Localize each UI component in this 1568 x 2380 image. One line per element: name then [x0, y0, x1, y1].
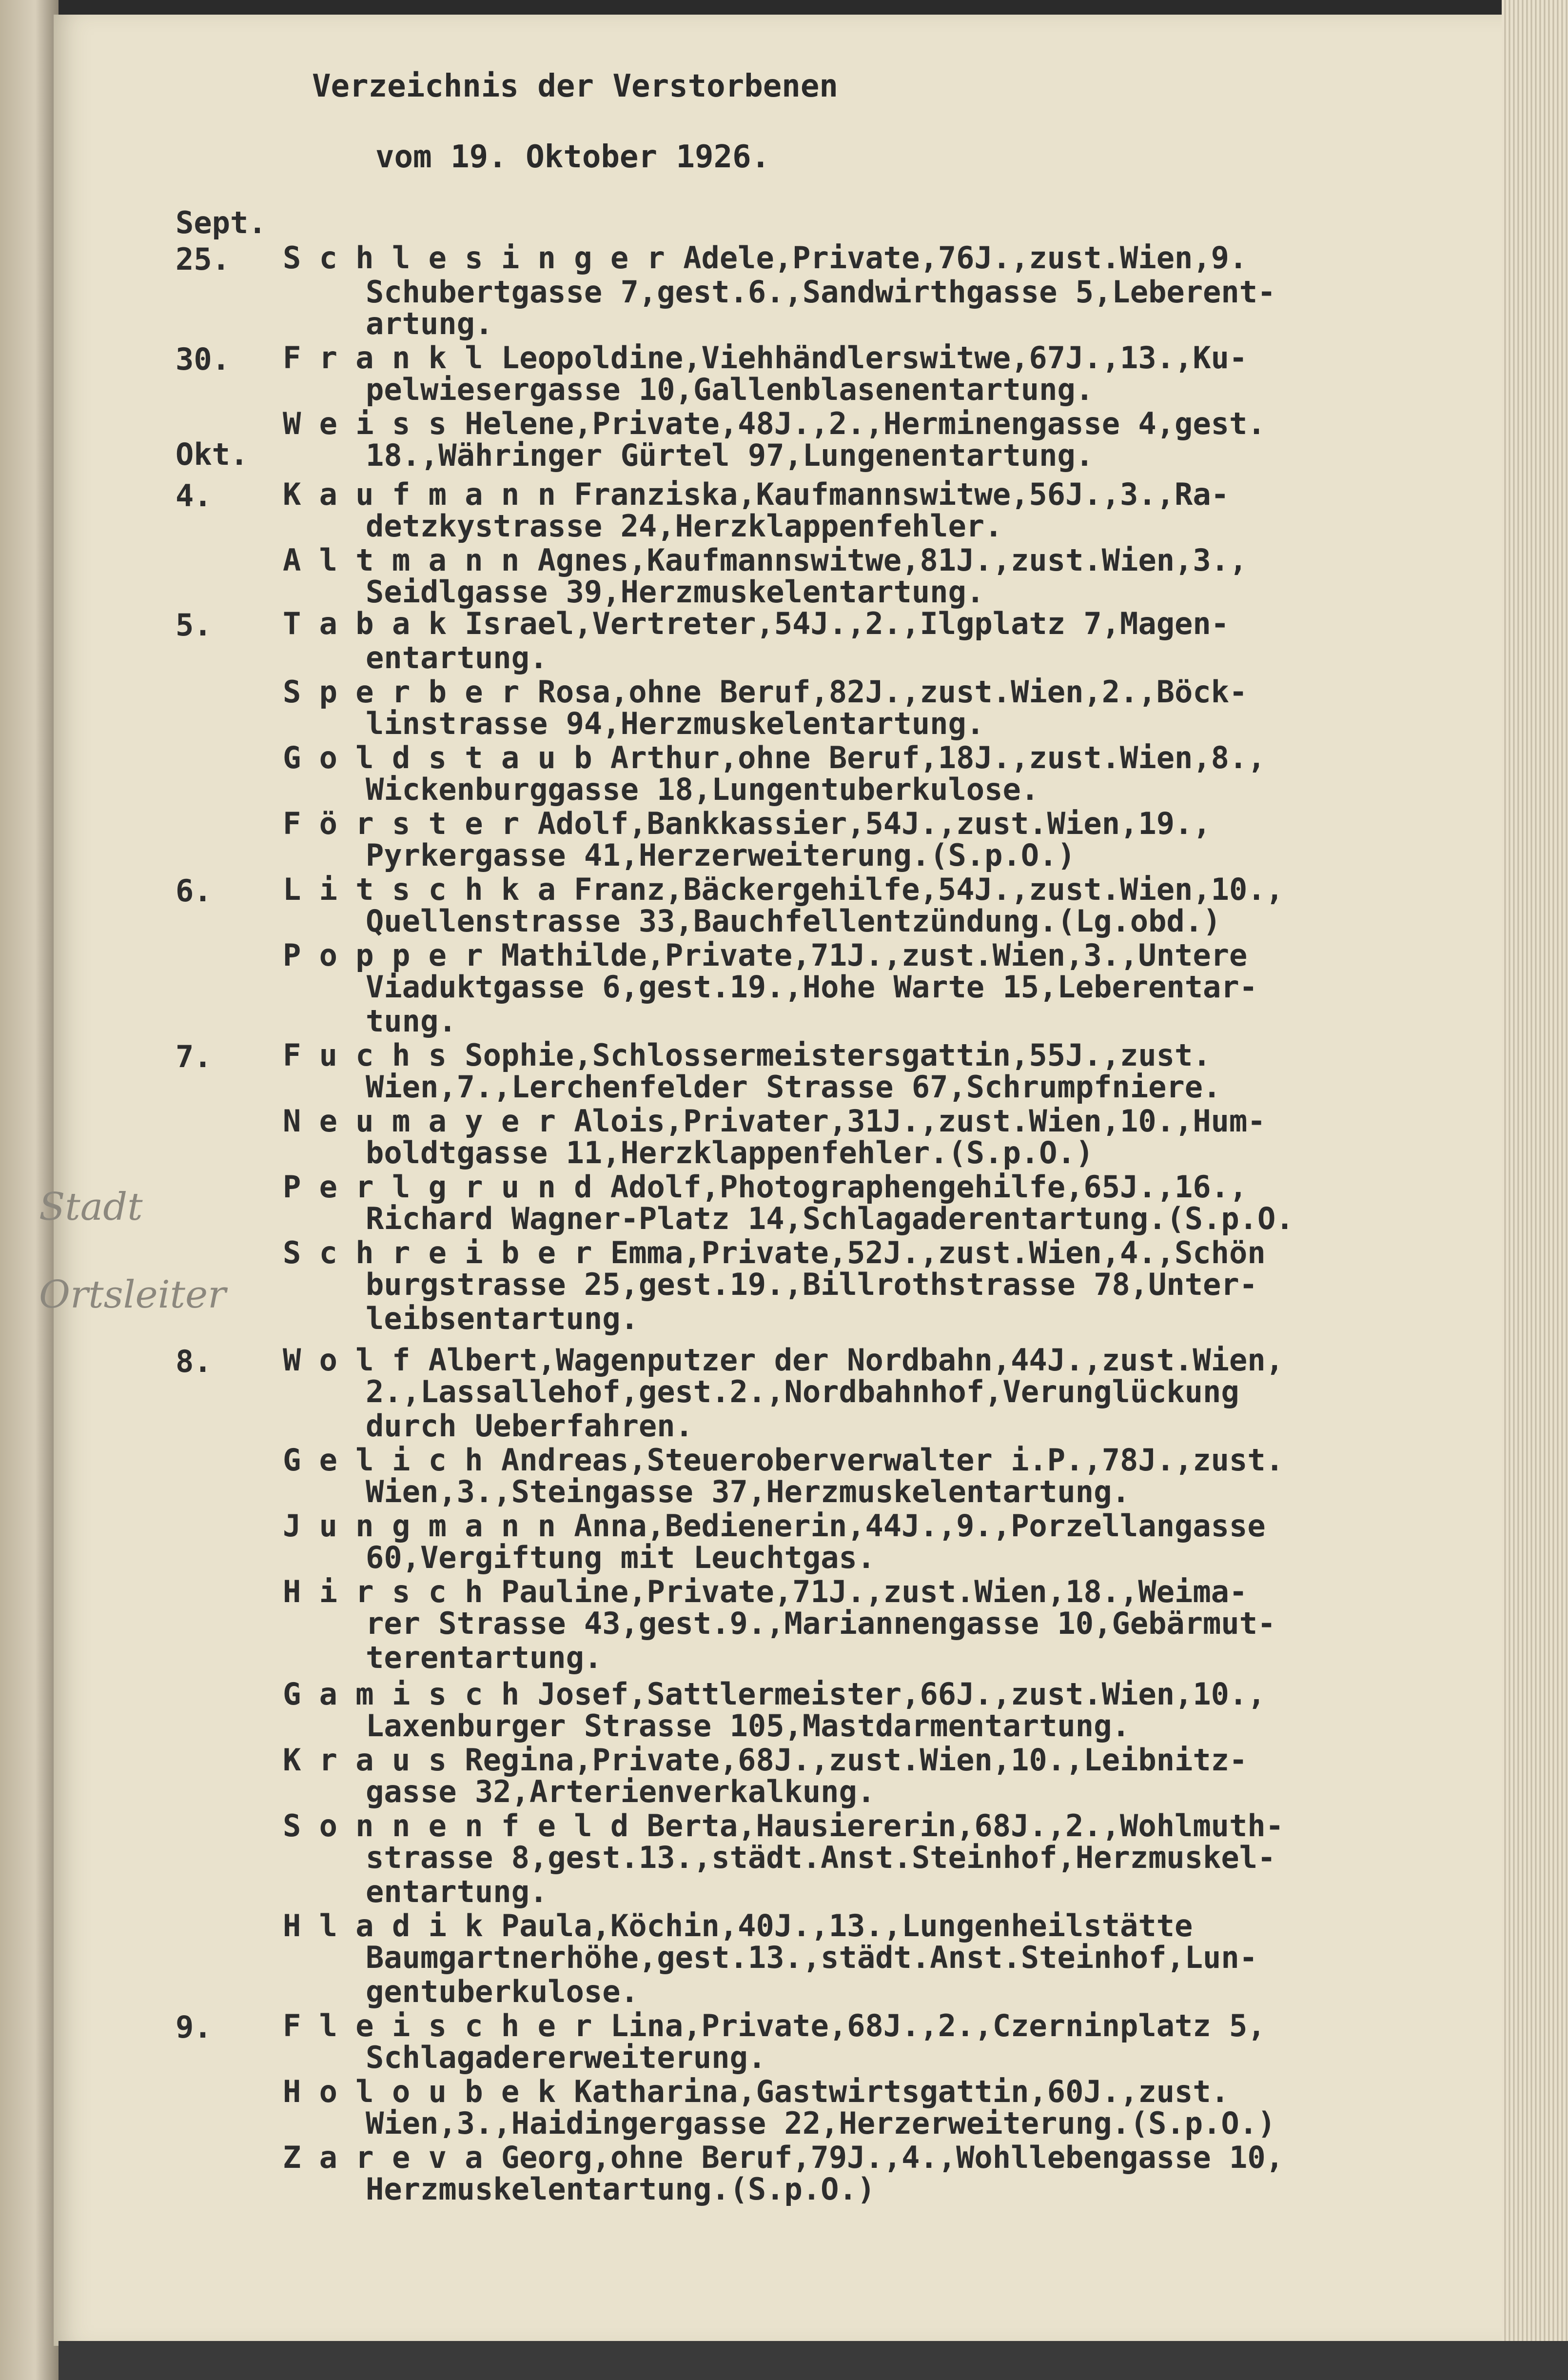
entry-line: L i t s c h k a Franz,Bäckergehilfe,54J.,zust.Wien,10., [283, 872, 1284, 907]
entry-line: Baumgartnerhöhe,gest.13.,städt.Anst.Steinhof,Lun- [366, 1940, 1258, 1975]
entry-line: 18.,Währinger Gürtel 97,Lungenentartung. [366, 437, 1094, 473]
entry-line: W o l f Albert,Wagenputzer der Nordbahn,44J.,zust.Wien, [283, 1342, 1284, 1378]
entry-line: Wickenburggasse 18,Lungentuberkulose. [366, 772, 1039, 807]
entry-line: linstrasse 94,Herzmuskelentartung. [366, 706, 985, 741]
entry-line: Seidlgasse 39,Herzmuskelentartung. [366, 574, 985, 610]
date-label: 5. [176, 607, 212, 643]
entry-line: 60,Vergiftung mit Leuchtgas. [366, 1540, 876, 1575]
date-label: Okt. [176, 436, 249, 472]
entry-line: F u c h s Sophie,Schlossermeistersgattin,55J.,zust. [283, 1037, 1211, 1073]
entry-line: durch Ueberfahren. [366, 1408, 693, 1444]
entry-line: Herzmuskelentartung.(S.p.O.) [366, 2171, 876, 2207]
entry-line: F l e i s c h e r Lina,Private,68J.,2.,Czerninplatz 5, [283, 2008, 1266, 2043]
date-label: 6. [176, 873, 212, 909]
date-label: 4. [176, 478, 212, 514]
margin-handwriting: Ortsleiter [39, 1273, 226, 1317]
date-label: Sept. [176, 205, 267, 240]
entry-line: artung. [366, 306, 493, 341]
entry-line: P o p p e r Mathilde,Private,71J.,zust.Wien,3.,Untere [283, 937, 1248, 973]
entry-line: H l a d i k Paula,Köchin,40J.,13.,Lungenheilstätte [283, 1908, 1193, 1944]
date-label: 8. [176, 1344, 212, 1379]
entry-line: P e r l g r u n d Adolf,Photographengehilfe,65J.,16., [283, 1169, 1248, 1205]
entry-line: J u n g m a n n Anna,Bedienerin,44J.,9.,Porzellangasse [283, 1508, 1266, 1544]
entry-line: entartung. [366, 1874, 548, 1909]
entry-line: S o n n e n f e l d Berta,Hausiererin,68J.,2.,Wohlmuth- [283, 1808, 1284, 1844]
entry-line: Schubertgasse 7,gest.6.,Sandwirthgasse 5,Leberent- [366, 274, 1276, 310]
entry-line: S c h l e s i n g e r Adele,Private,76J.,zust.Wien,9. [283, 240, 1248, 276]
entry-line: pelwiesergasse 10,Gallenblasenentartung. [366, 372, 1094, 407]
date-label: 25. [176, 241, 230, 277]
entry-line: entartung. [366, 640, 548, 675]
entry-line: K r a u s Regina,Private,68J.,zust.Wien,10.,Leibnitz- [283, 1742, 1248, 1778]
entry-line: rer Strasse 43,gest.9.,Mariannengasse 10,Gebärmut- [366, 1606, 1276, 1641]
entry-line: H i r s c h Pauline,Private,71J.,zust.Wien,18.,Weima- [283, 1574, 1248, 1609]
entry-line: S c h r e i b e r Emma,Private,52J.,zust.Wien,4.,Schön [283, 1235, 1266, 1270]
entry-line: F r a n k l Leopoldine,Viehhändlerswitwe,67J.,13.,Ku- [283, 340, 1248, 376]
entry-line: gasse 32,Arterienverkalkung. [366, 1774, 876, 1809]
entry-line: G o l d s t a u b Arthur,ohne Beruf,18J.,zust.Wien,8., [283, 740, 1266, 775]
entry-line: H o l o u b e k Katharina,Gastwirtsgattin,60J.,zust. [283, 2074, 1230, 2109]
entry-line: Wien,3.,Steingasse 37,Herzmuskelentartung. [366, 1474, 1130, 1509]
entry-line: Quellenstrasse 33,Bauchfellentzündung.(Lg.obd.) [366, 903, 1221, 939]
entry-line: burgstrasse 25,gest.19.,Billrothstrasse 78,Unter- [366, 1267, 1258, 1302]
entry-line: G a m i s c h Josef,Sattlermeister,66J.,zust.Wien,10., [283, 1676, 1266, 1712]
entry-line: F ö r s t e r Adolf,Bankkassier,54J.,zust.Wien,19., [283, 806, 1211, 841]
entry-line: tung. [366, 1003, 457, 1039]
entry-line: Laxenburger Strasse 105,Mastdarmentartung. [366, 1708, 1130, 1744]
entry-line: terentartung. [366, 1640, 603, 1675]
entry-line: Schlagadererweiterung. [366, 2040, 766, 2075]
entry-line: 2.,Lassallehof,gest.2.,Nordbahnhof,Verunglückung [366, 1374, 1239, 1409]
entry-line: N e u m a y e r Alois,Privater,31J.,zust.Wien,10.,Hum- [283, 1103, 1266, 1139]
entry-line: strasse 8,gest.13.,städt.Anst.Steinhof,Herzmuskel- [366, 1840, 1276, 1875]
background-surface [59, 2341, 1568, 2380]
entry-line: T a b a k Israel,Vertreter,54J.,2.,Ilgplatz 7,Magen- [283, 606, 1230, 641]
entry-line: A l t m a n n Agnes,Kaufmannswitwe,81J.,zust.Wien,3., [283, 542, 1248, 578]
page-stack-edge [1502, 0, 1568, 2380]
entry-line: Wien,7.,Lerchenfelder Strasse 67,Schrumpfniere. [366, 1069, 1221, 1105]
entry-line: Wien,3.,Haidingergasse 22,Herzerweiterung.(S.p.O.) [366, 2105, 1276, 2141]
entry-line: W e i s s Helene,Private,48J.,2.,Herminengasse 4,gest. [283, 406, 1266, 441]
date-label: 30. [176, 341, 230, 377]
document-title: Verzeichnis der Verstorbenen [312, 68, 838, 104]
document-subtitle: vom 19. Oktober 1926. [375, 139, 770, 175]
entry-line: detzkystrasse 24,Herzklappenfehler. [366, 508, 1003, 544]
margin-handwriting: Stadt [39, 1185, 143, 1229]
entry-line: leibsentartung. [366, 1301, 639, 1336]
entry-line: Pyrkergasse 41,Herzerweiterung.(S.p.O.) [366, 837, 1076, 873]
entry-line: boldtgasse 11,Herzklappenfehler.(S.p.O.) [366, 1135, 1094, 1170]
entry-line: S p e r b e r Rosa,ohne Beruf,82J.,zust.Wien,2.,Böck- [283, 674, 1248, 710]
date-label: 9. [176, 2009, 212, 2045]
entry-line: G e l i c h Andreas,Steueroberverwalter i.P.,78J.,zust. [283, 1442, 1284, 1478]
date-label: 7. [176, 1039, 212, 1074]
entry-line: Richard Wagner-Platz 14,Schlagaderentartung.(S.p.O. [366, 1201, 1294, 1236]
entry-line: K a u f m a n n Franziska,Kaufmannswitwe,56J.,3.,Ra- [283, 476, 1230, 512]
entry-line: gentuberkulose. [366, 1974, 639, 2009]
entry-line: Viaduktgasse 6,gest.19.,Hohe Warte 15,Leberentar- [366, 969, 1258, 1005]
entry-line: Z a r e v a Georg,ohne Beruf,79J.,4.,Wohllebengasse 10, [283, 2140, 1284, 2175]
